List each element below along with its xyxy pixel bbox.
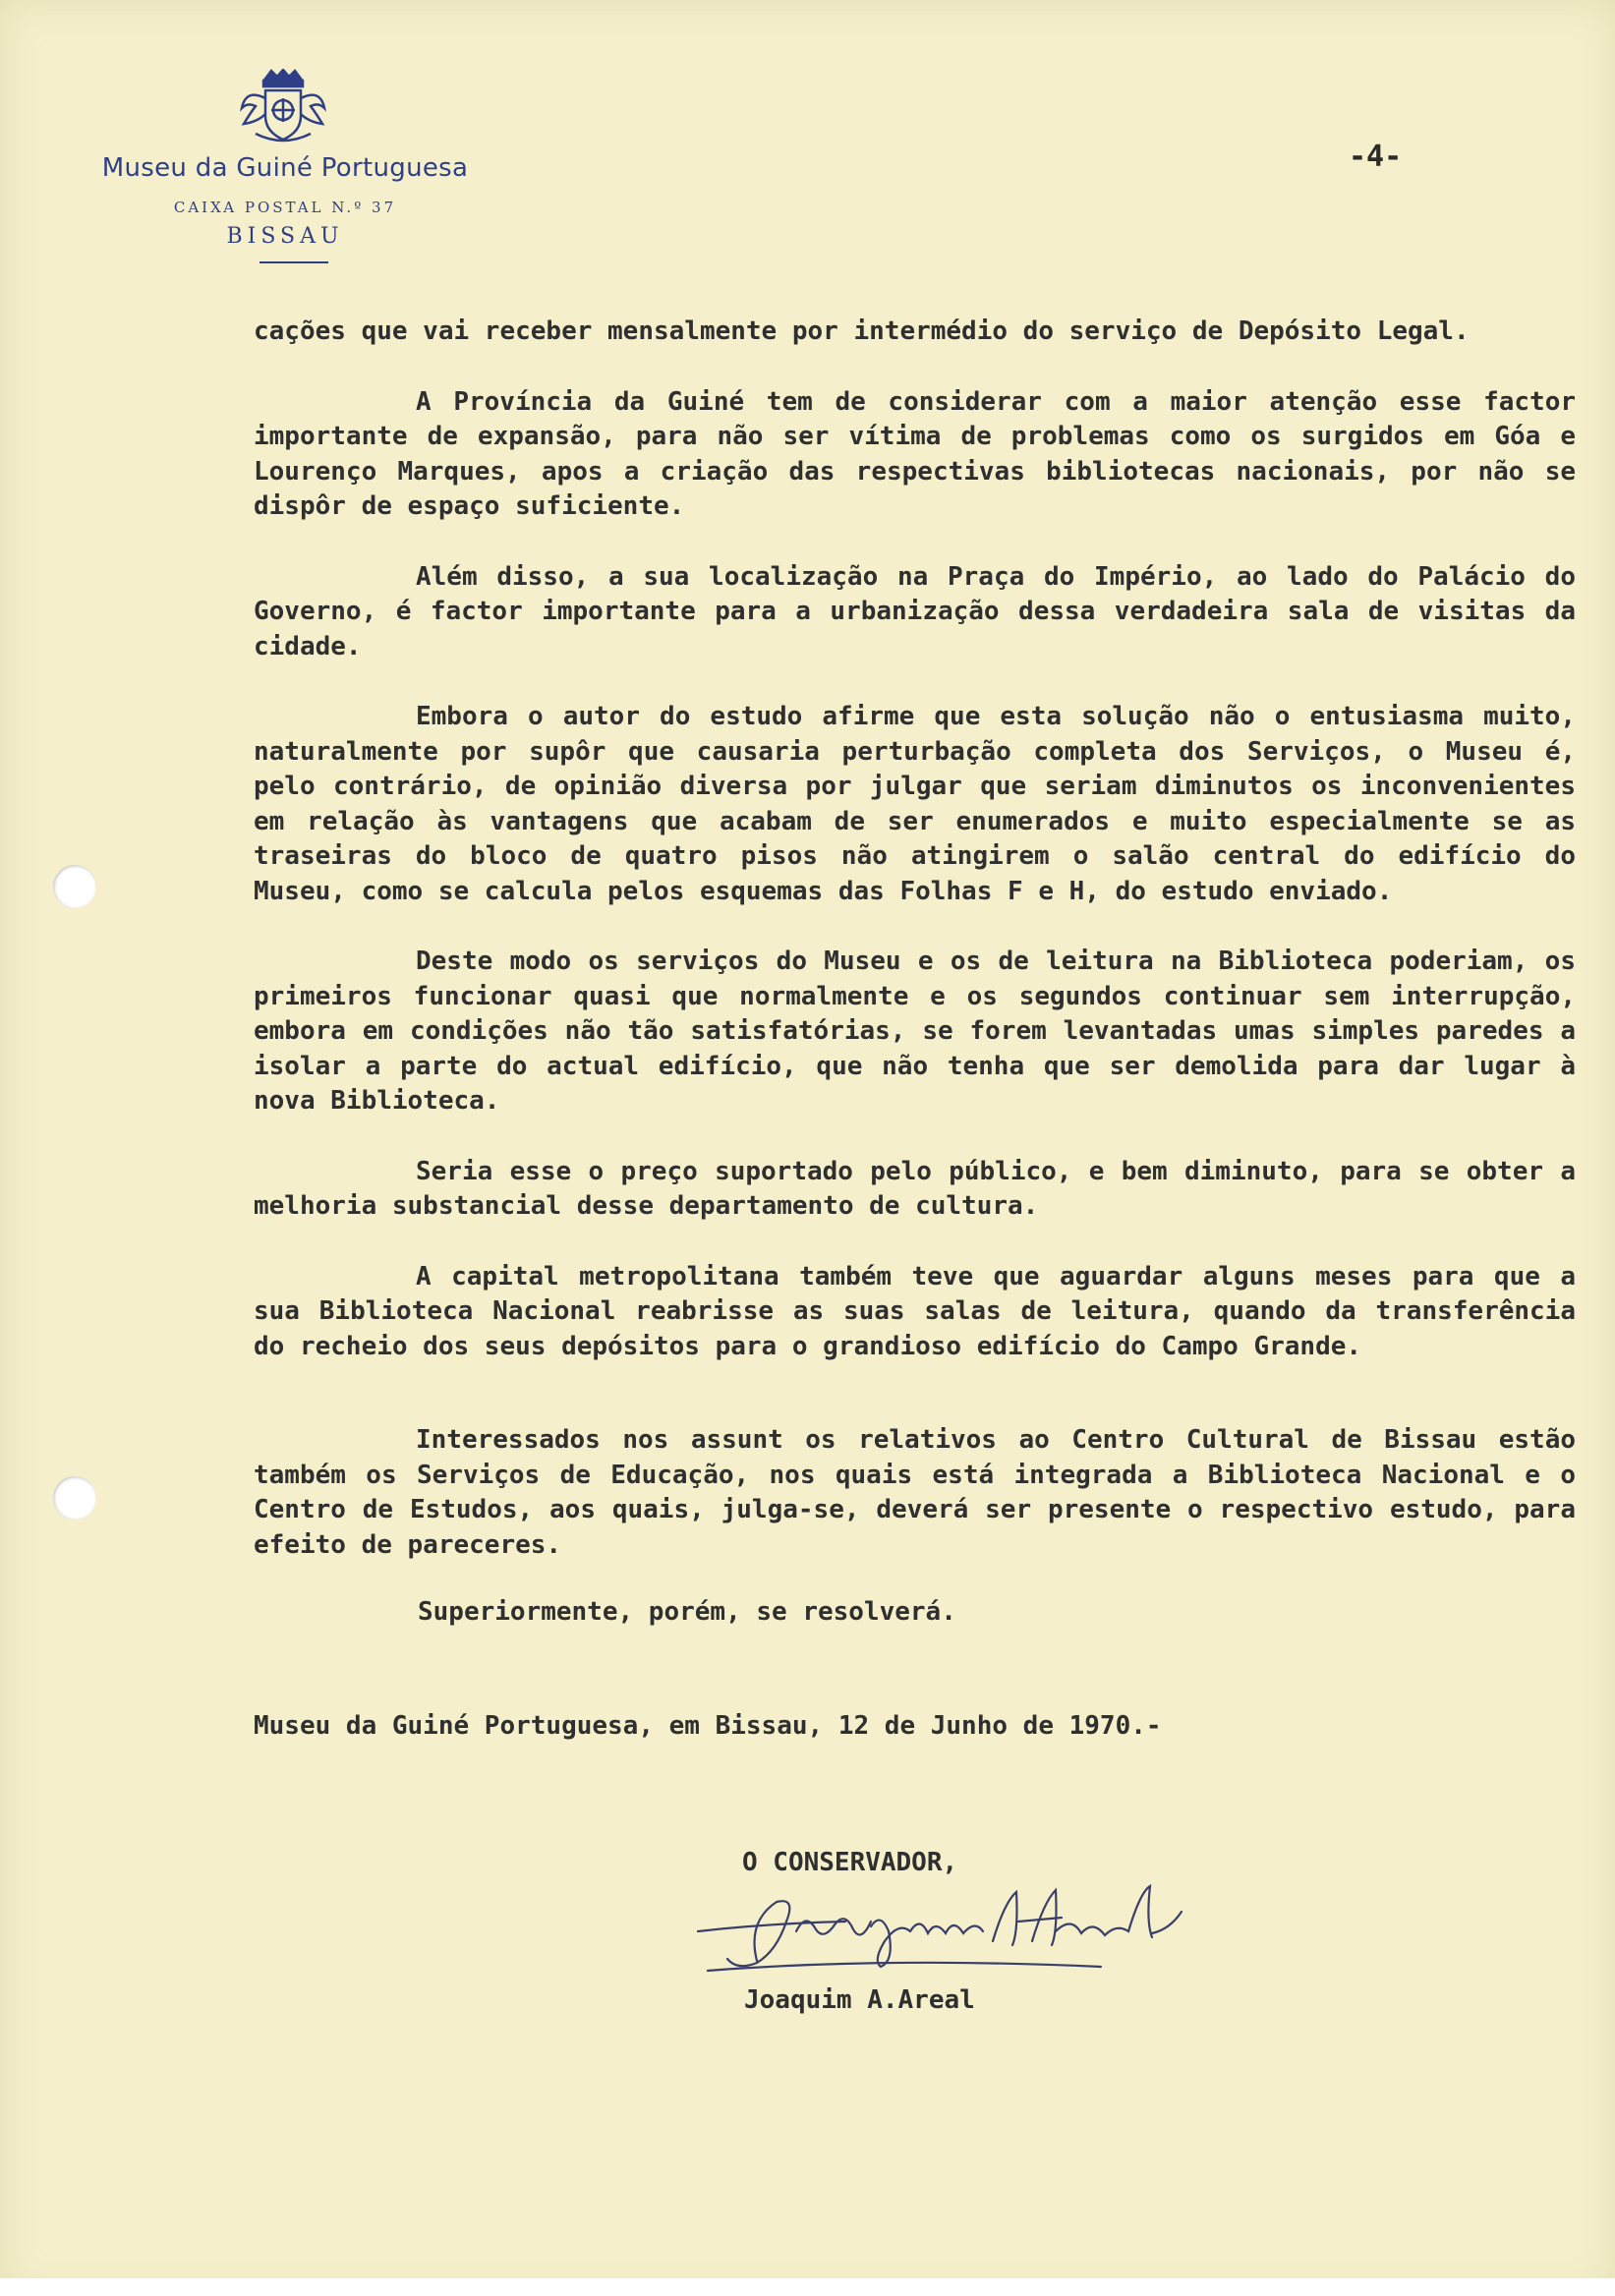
signatory-title: O CONSERVADOR, <box>742 1848 958 1877</box>
letterhead-postal-box: CAIXA POSTAL N.º 37 <box>173 199 397 216</box>
punch-hole <box>53 865 96 908</box>
page-edge <box>0 2278 1615 2296</box>
paragraph: Seria esse o preço suportado pelo público, e bem diminuto, para se obter a melhoria substancial desse departamento de cultura. <box>254 1156 1576 1221</box>
letter-body <box>254 315 1576 1598</box>
paragraph: cações que vai receber mensalmente por intermédio do serviço de Depósito Legal. <box>254 316 1470 346</box>
closing-line: Superiormente, porém, se resolverá. <box>418 1597 956 1627</box>
page-number: -4- <box>1349 140 1403 174</box>
paragraph: Além disso, a sua localização na Praça do Império, ao lado do Palácio do Governo, é factor importante para a urbanização dessa verdadeira sala de visitas da cidade. <box>254 561 1576 661</box>
place-and-date: Museu da Guiné Portuguesa, em Bissau, 12 de Junho de 1970.- <box>254 1711 1162 1741</box>
paragraph: Embora o autor do estudo afirme que esta solução não o entusiasma muito, naturalmente por supôr que causaria perturbação completa dos Serviços, o Museu é, pelo contrário, de opinião diversa por julgar que seriam diminutos os inconvenientes em relação às vantagens que acabam de ser enumerados e muito especialmente se as traseiras do bloco de quatro pisos não atingirem o salão central do edifício do Museu, como se calcula pelos esquemas das Folhas F e H, do estudo enviado. <box>254 702 1576 906</box>
letterhead-rule <box>260 261 328 263</box>
letterhead-city: BISSAU <box>226 224 344 249</box>
signatory-name: Joaquim A.Areal <box>744 1985 975 2015</box>
punch-hole <box>53 1476 96 1520</box>
paragraph: A Província da Guiné tem de considerar com a maior atenção esse factor importante de expansão, para não ser vítima de problemas como os surgidos em Góa e Lourenço Marques, apos a criação das respectivas bibliotecas nacionais, por não se dispôr de espaço suficiente. <box>254 386 1576 521</box>
paragraph: Deste modo os serviços do Museu e os de leitura na Biblioteca poderiam, os primeiros funcionar quasi que normalmente e os segundos continuar sem interrupção, embora em condições não tão satisfatórias, se forem levantadas umas simples paredes a isolar a parte do actual edifício, que não tenha que ser demolida para dar lugar à nova Biblioteca. <box>254 947 1576 1116</box>
handwritten-signature <box>688 1872 1189 1980</box>
letterhead-institution: Museu da Guiné Portuguesa <box>101 153 469 183</box>
paragraph: A capital metropolitana também teve que aguardar alguns meses para que a sua Biblioteca Nacional reabrisse as suas salas de leitura, quando da transferência do recheio dos seus depósitos para o grandioso edifício do Campo Grande. <box>254 1261 1576 1361</box>
coat-of-arms-icon <box>236 69 330 147</box>
paragraph: Interessados nos assunt os relativos ao Centro Cultural de Bissau estão também os Serviços de Educação, nos quais está integrada a Biblioteca Nacional e o Centro de Estudos, aos quais, julga-se, deverá ser presente o respectivo estudo, para efeito de pareceres. <box>254 1425 1576 1560</box>
